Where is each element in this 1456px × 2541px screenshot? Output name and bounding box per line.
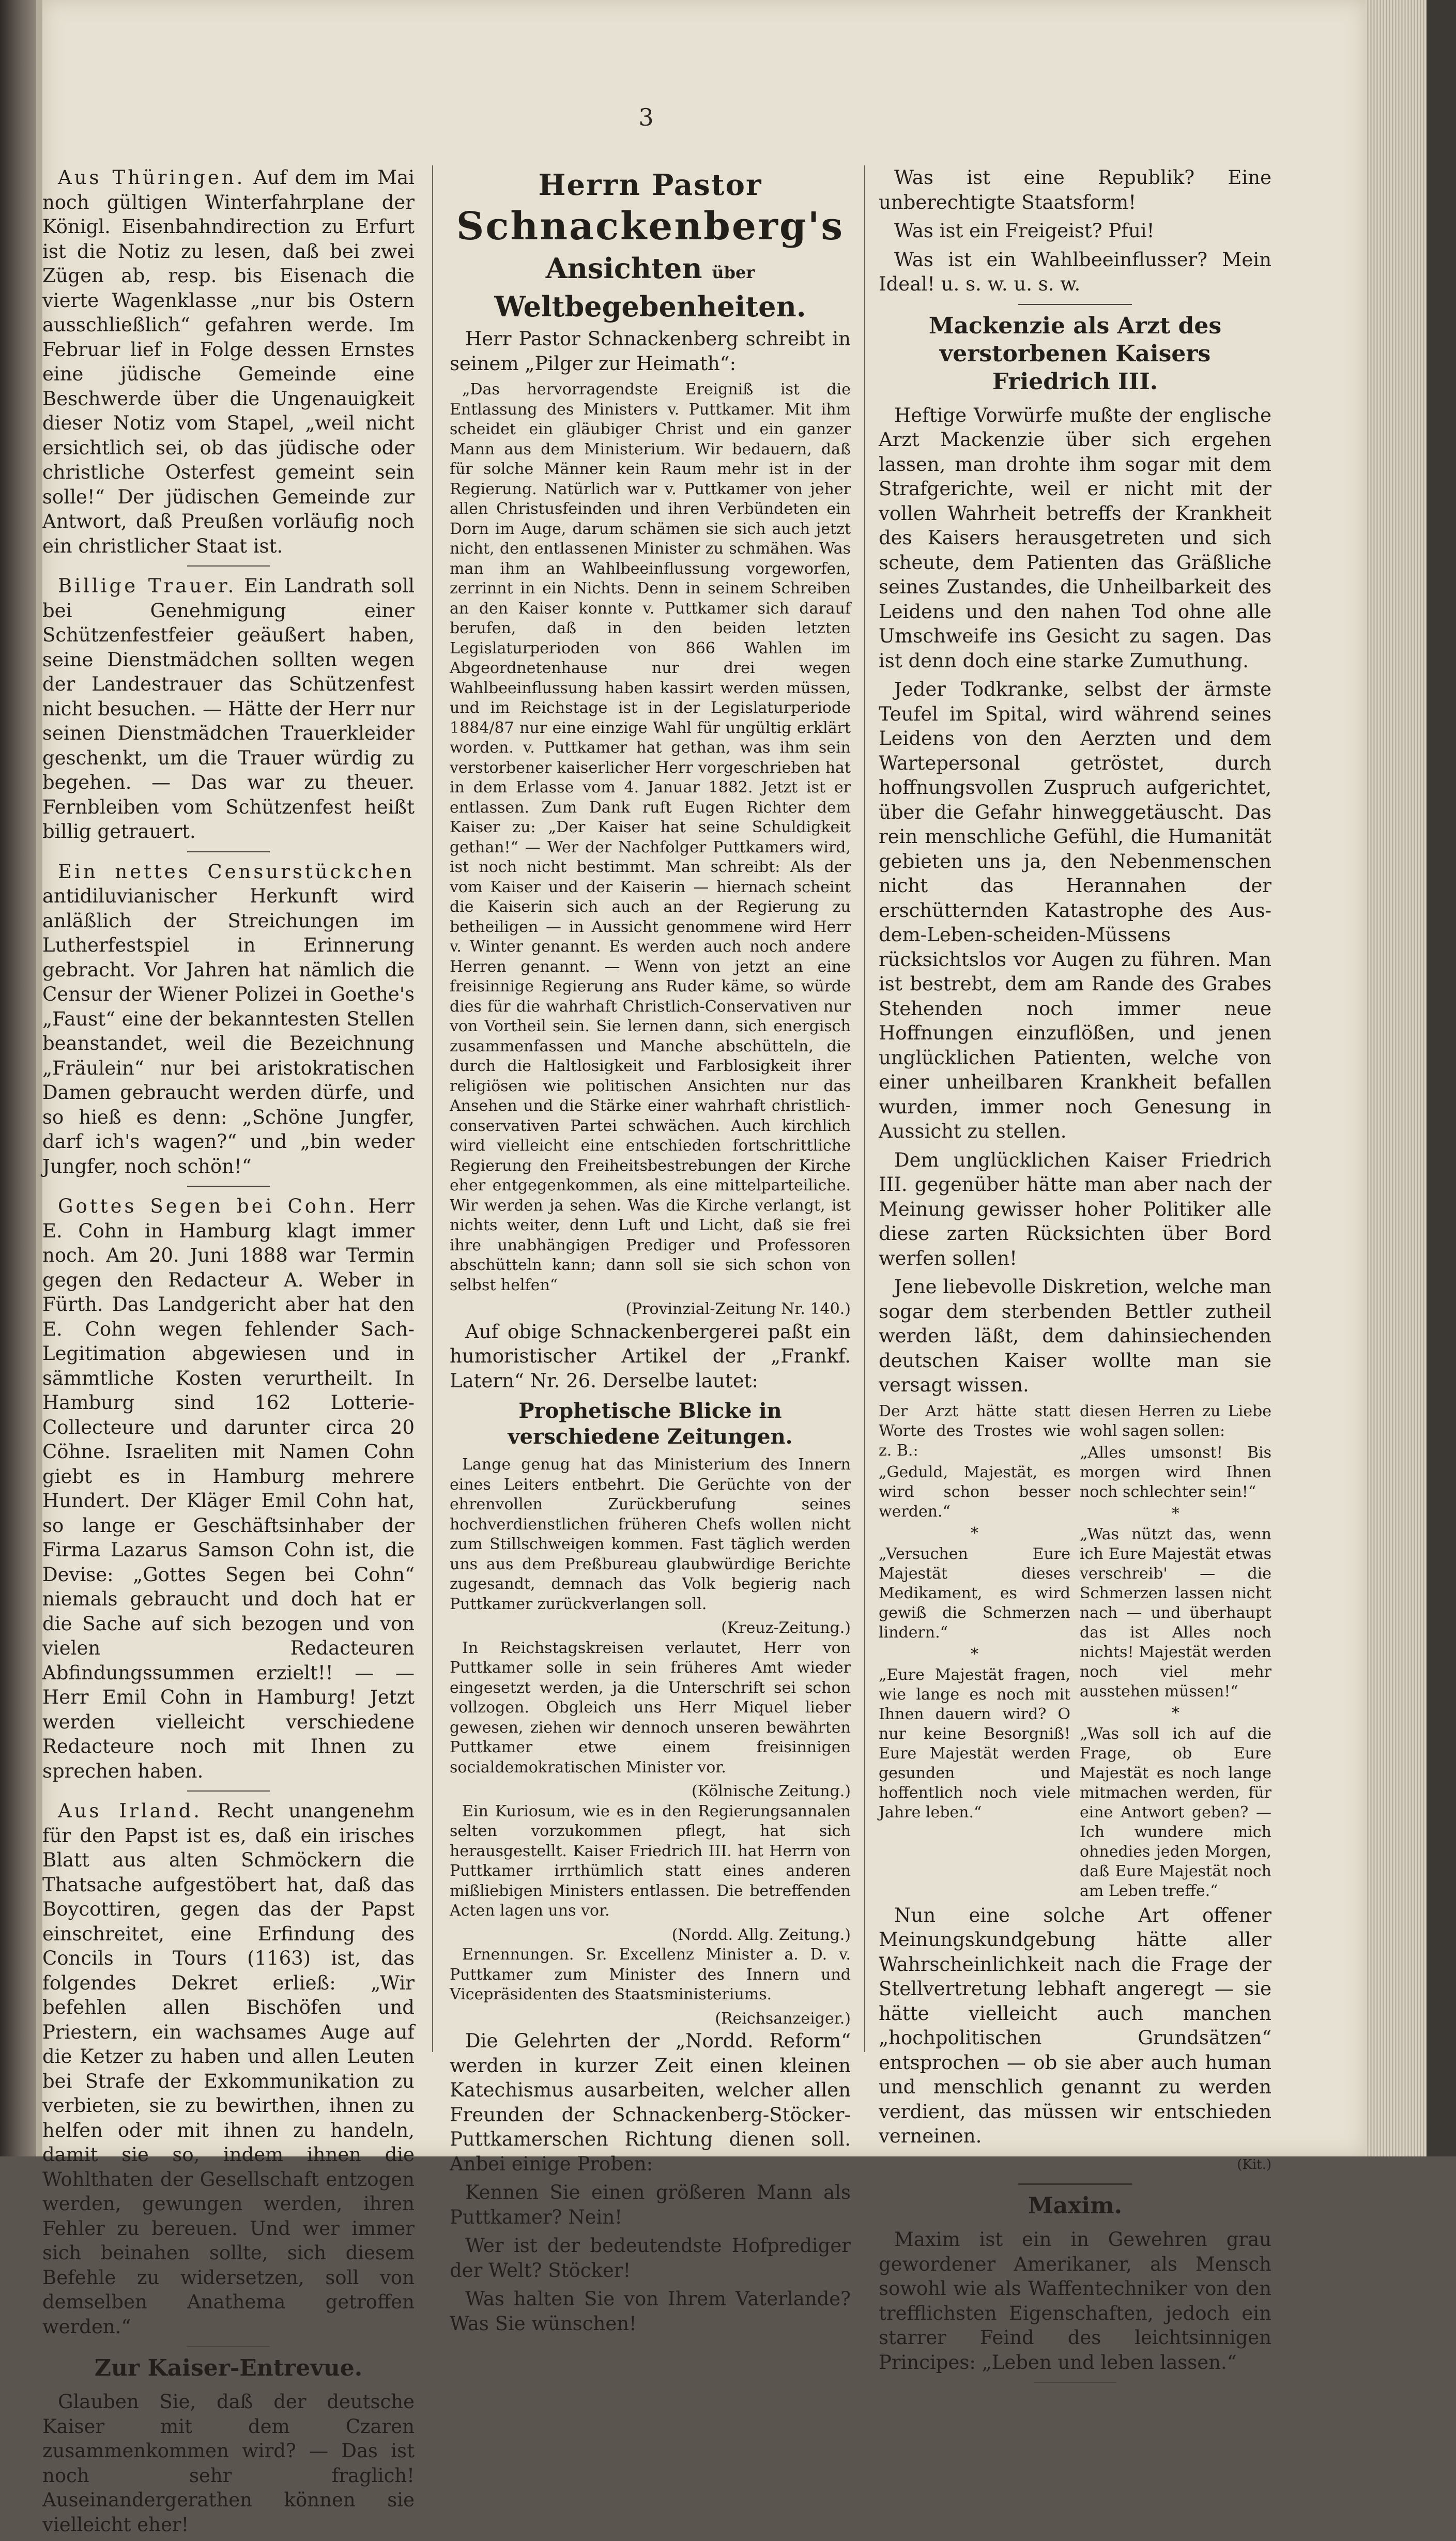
- catechism-qa: Was ist ein Wahlbeeinflusser? Mein Ideal! u. s. w. u. s. w.: [879, 248, 1271, 295]
- headline-line-2: Schnackenberg's: [456, 204, 845, 249]
- divider: [187, 1790, 270, 1792]
- article-irland: [42, 1799, 415, 2339]
- column-rule-1: [432, 165, 433, 2052]
- article-lead: Billige Trauer.: [58, 575, 237, 597]
- article-paragraph: Maxim ist ein in Gewehren grau gewordener Amerikaner, als Mensch sowohl wie als Waffentechniker von den trefflichsten Eigenschaften, jedoch ein starrer Feind des leichtsinnigen Principes: „Leben und leben lassen.“: [879, 2228, 1271, 2374]
- article-paragraph: Jeder Todkranke, selbst der ärmste Teufel im Spital, wird während seines Leidens von den Aerzten und dem Wartepersonal getröstet, durch hoffnungsvollen Zuspruch aufgerichtet, über die Gefahr hinweggetäuscht. Das rein menschliche Gefühl, die Humanität gebieten uns ja, den Nebenmenschen nicht das Herannahen der erschütternden Katastrophe des Aus-dem-Leben-scheiden-Müssens rücksichtslos vor Augen zu führen. Man ist bestrebt, dem am Rande des Grabes Stehenden noch immer neue Hoffnungen einzuflößen, und jenen unglücklichen Patienten, welche von einer unheilbaren Krankheit befallen wurden, immer noch Genesung in Aussicht zu stellen.: [879, 678, 1271, 1142]
- headline-word: Weltbegebenheiten.: [494, 290, 806, 323]
- column-left: [42, 165, 415, 2541]
- dialogue-quote: „Geduld, Majestät, es wird schon besser werden.“: [879, 1463, 1070, 1521]
- signature: (Kit.): [1237, 2156, 1271, 2172]
- quote-text: „Das hervorragendste Ereigniß ist die Entlassung des Ministers v. Puttkamer. Mit ihm scheidet ein gläubiger Christ und ein ganzer Mann aus dem Ministerium. Wir bedauern, daß für solche Männer kein Raum mehr ist in der Regierung. Natürlich war v. Puttkamer von jeher allen Christusfeinden und ihren Verbündeten ein Dorn im Auge, darum schämen sie sich auch jetzt nicht, den entlassenen Minister zu schmähen. Was man ihm an Wahlbeeinflussung vorgeworfen, zerrinnt in ein Nichts. Denn in seinem Schreiben an den Kaiser konnte v. Puttkamer sich darauf berufen, daß in den beiden letzten Legislaturperioden von 866 Wahlen im Abgeordnetenhause nur drei wegen Wahlbeeinflussung haben kassirt werden müssen, und im Reichstage ist in der Legislaturperiode 1884/87 nur eine einzige Wahl für ungültig erklärt worden. v. Puttkamer hat gethan, was ihm sein verstorbener kaiserlicher Herr vorgeschrieben hat in dem Erlasse vom 4. Januar 1882. Jetzt ist er entlassen. Zum Dank ruft Eugen Richter dem Kaiser zu: „Der Kaiser hat seine Schuldigkeit gethan!“ — Wer der Nachfolger Puttkamers wird, ist noch nicht bestimmt. Man schreibt: Als der vom Kaiser und der Kaiserin — hiernach scheint die Kaiserin sich auch an der Regierung zu betheiligen — in Aussicht genommene wird Herr v. Winter genannt. Es werden auch noch andere Herren genannt. — Wenn von jetzt an eine freisinnige Regierung ans Ruder käme, so würde dies für die wahrhaft Christlich-Conservativen nur von Vortheil sein. Sie lernen dann, sich energisch zusammenfassen und Manche abschütteln, die durch die Haltlosigkeit und Farblosigkeit ihrer religiösen wie politischen Ansichten nur das Ansehen und die Stärke einer wahrhaft christlich-conservativen Partei schwächen. Auch kirchlich wird vielleicht eine entschieden fortschrittliche Regierung den Freiheitsbestrebungen der Kirche eher entgegenkommen, als eine mittelparteiliche. Wir werden ja sehen. Was die Kirche verlangt, ist nichts weiter, denn Luft und Licht, daß sie frei ihre unabhängigen Prediger und Professoren abschütteln kann; dann soll sie sich schon von selbst helfen“: [450, 380, 851, 1294]
- article-thueringen: [42, 165, 415, 558]
- dialogue-intro: Der Arzt hätte statt Worte des Trostes wie z. B.:: [879, 1402, 1070, 1460]
- article-kaiser-entrevue: Glauben Sie, daß der deutsche Kaiser mit dem Czaren zusammenkommen wird? — Das ist noch sehr fraglich! Auseinandergerathen können sie vielleicht eher!: [42, 2391, 415, 2536]
- dialogue-quote: „Alles umsonst! Bis morgen wird Ihnen noch schlechter sein!“: [1080, 1443, 1271, 1501]
- intro-paragraph-2: Auf obige Schnackenbergerei paßt ein humoristischer Artikel der „Frankf. Latern“ Nr. 26. Derselbe lautet:: [450, 1320, 851, 1392]
- divider: [187, 1186, 270, 1187]
- source-citation: (Provinzial-Zeitung Nr. 140.): [625, 1300, 851, 1318]
- dialogue-quote: „Was nützt das, wenn ich Eure Majestät etwas verschreib' — die Schmerzen lassen nicht nach — und überhaupt das ist Alles noch nichts! Majestät werden noch viel mehr ausstehen müssen!“: [1080, 1525, 1271, 1701]
- article-lead: Aus Thüringen.: [58, 166, 246, 189]
- article-text: Herr E. Cohn in Hamburg klagt immer noch. Am 20. Juni 1888 war Termin gegen den Redacteur A. Weber in Fürth. Das Landgericht aber hat den E. Cohn wegen fehlender Sach-Legitimation abgewiesen und in sämmtliche Kosten verurtheilt. In Hamburg sind 162 Lotterie-Collecteure und darunter circa 20 Cöhne. Israeliten mit Namen Cohn giebt es in Hamburg mehrere Hundert. Der Kläger Emil Cohn hat, so lange er Geschäftsinhaber der Firma Lazarus Samson Cohn ist, die Devise: „Gottes Segen bei Cohn“ niemals gebraucht und doch hat er die Sache auf sich bezogen und von vielen Redacteuren Abfindungssummen erzielt!! — — Herr Emil Cohn in Hamburg! Jetzt werden vielleicht verschiedene Redacteure noch mit Ihnen zu sprechen haben.: [42, 1195, 415, 1782]
- dialogue-quote: „Versuchen Eure Majestät dieses Medikament, es wird gewiß die Schmerzen lindern.“: [879, 1544, 1070, 1642]
- quote-text: In Reichstagskreisen verlautet, Herr von Puttkamer solle in sein früheres Amt wieder eingesetzt werden, ja die Unterschrift sei schon vollzogen. Obgleich uns Herr Miquel lieber gewesen, ziehen wir dennoch unseren bewährten Puttkamer etwe einem freisinnigen socialdemokratischen Minister vor.: [450, 1639, 851, 1777]
- catechism-qa: Was ist eine Republik? Eine unberechtigte Staatsform!: [879, 166, 1271, 213]
- divider: [187, 851, 270, 852]
- catechism-qa: Wer ist der bedeutendste Hofprediger der Welt? Stöcker!: [450, 2234, 851, 2282]
- asterisk: *: [1172, 1504, 1179, 1523]
- divider: [1018, 2183, 1132, 2185]
- article-text: Ein Landrath soll bei Genehmigung einer Schützenfestfeier geäußert haben, seine Dienstmädchen sollten wegen der Landestrauer das Schützenfest nicht besuchen. — Hätte der Herr nur seinen Dienstmädchen Trauerkleider geschenkt, um die Trauer würdig zu begehen. — Das war zu theuer. Fernbleiben vom Schützenfest heißt billig getrauert.: [42, 575, 415, 843]
- paragraph-gelehrten: Die Gelehrten der „Nordd. Reform“ werden in kurzer Zeit einen kleinen Katechismus ausarbeiten, welcher allen Freunden der Schnackenberg-Stöcker-Puttkamerschen Richtung dienen soll. Anbei einige Proben:: [450, 2030, 851, 2175]
- divider: [187, 565, 270, 567]
- column-middle: [450, 165, 851, 2340]
- dialogue-left: [879, 1402, 1070, 1903]
- article-cohn: [42, 1194, 415, 1783]
- dialogue-quote: „Eure Majestät fragen, wie lange es noch mit Ihnen dauern wird? O nur keine Besorgniß! Eure Majestät werden gesunden und hoffentlich noch viele Jahre leben.“: [879, 1665, 1070, 1821]
- article-text: Recht unangenehm für den Papst ist es, daß ein irisches Blatt aus alten Schmöckern die Thatsache aufgestöbert hat, daß das Boycottiren, gegen das der Papst einschreitet, eine Erfindung des Concils in Tours (1163) ist, das folgendes Dekret erließ: „Wir befehlen allen Bischöfen und Priestern, ein wachsames Auge auf die Ketzer zu haben und allen Leuten bei Strafe der Exkommunikation zu verbieten, sie zu bewirthen, ihnen zu helfen oder mit ihnen zu handeln, damit sie so, indem ihnen die Wohlthaten der Gesellschaft entzogen werden, gewungen werden, ihren Fehler zu bereuen. Und wer immer sich beinahen sollte, sich diesem Befehle zu widersetzen, soll von demselben Anathema getroffen werden.“: [42, 1800, 415, 2338]
- intro-paragraph: Herr Pastor Schnackenberg schreibt in seinem „Pilger zur Heimath“:: [450, 328, 851, 375]
- article-lead: Ein nettes Censurstückchen: [58, 860, 415, 883]
- article-text: Auf dem im Mai noch gültigen Winterfahrplane der Königl. Eisenbahndirection zu Erfurt ist die Notiz zu lesen, daß bei zwei Zügen ab, resp. bis Eisenach die vierte Wagenklasse „nur bis Ostern ausschließlich“ gefahren werde. Im Februar lief in Folge dessen Ernstes eine jüdische Gemeinde eine Beschwerde über die Ungenauigkeit dieser Notiz vom Stapel, „weil nicht ersichtlich sei, ob das jüdische oder christliche Osterfest gemeint sein solle!“ Der jüdischen Gemeinde zur Antwort, daß Preußen vorläufig noch ein christlicher Staat ist.: [42, 166, 415, 557]
- source-citation: (Kölnische Zeitung.): [691, 1782, 851, 1800]
- subheading-prophetische-blicke: Prophetische Blicke in verschiedene Zeitungen.: [508, 1399, 793, 1449]
- headline-line-1: Herrn Pastor: [538, 168, 762, 202]
- asterisk: *: [1172, 1704, 1179, 1722]
- heading-maxim: Maxim.: [1028, 2193, 1123, 2219]
- headline-line-3: [450, 251, 851, 324]
- divider: [1018, 304, 1132, 305]
- catechism-qa: Was ist ein Freigeist? Pfui!: [894, 220, 1155, 242]
- article-billige-trauer: [42, 574, 415, 844]
- divider: [1034, 2382, 1116, 2383]
- quote-text: Ernennungen. Sr. Excellenz Minister a. D. v. Puttkamer zum Minister des Innern und Vicepräsidenten des Staatsministeriums.: [450, 1946, 851, 2003]
- headline-word-small: über: [712, 263, 755, 282]
- page-number: 3: [638, 103, 654, 131]
- heading-kaiser-entrevue: Zur Kaiser-Entrevue.: [94, 2355, 363, 2381]
- quote-text: Lange genug hat das Ministerium des Innern eines Leiters entbehrt. Die Gerüchte von der ehrenvollen Zurückberufung seines hochverdienstlichen früheren Chefs wollen nicht zum Stillschweigen kommen. Fast täglich werden uns aus dem Preßbureau glaubwürdige Berichte zugesandt, demnach das Volk begierig nach Puttkamer zurückverlangen soll.: [450, 1456, 851, 1613]
- divider: [187, 2346, 270, 2347]
- background-right: [1427, 0, 1456, 2156]
- page-gutter: [36, 0, 42, 2156]
- column-rule-2: [864, 165, 865, 2052]
- dialogue-columns: [879, 1402, 1271, 1903]
- article-paragraph: Heftige Vorwürfe mußte der englische Arzt Mackenzie über sich ergehen lassen, man drohte ihm sogar mit dem Strafgerichte, weil er nicht mit der vollen Wahrheit betreffs der Krankheit des Kaisers herausgetreten und sich scheute, dem Patienten das Gräßliche seines Zustandes, die Unheilbarkeit des Leidens und den nahen Tod ohne alle Umschweife ins Gesicht zu sagen. Das ist denn doch eine starke Zumuthung.: [879, 404, 1271, 672]
- source-citation: (Nordd. Allg. Zeitung.): [671, 1925, 851, 1944]
- article-lead: Aus Irland.: [58, 1800, 203, 1822]
- asterisk: *: [971, 1524, 978, 1542]
- dialogue-intro: diesen Herren zu Liebe wohl sagen sollen:: [1080, 1402, 1271, 1440]
- article-censur: [42, 860, 415, 1179]
- book-spine: [0, 0, 36, 2156]
- headline-word: Ansichten: [545, 252, 702, 285]
- dialogue-quote: „Was soll ich auf die Frage, ob Eure Majestät es noch lange mitmachen werden, für eine Antwort geben? — Ich wundere mich ohnedies jeden Morgen, daß Eure Majestät noch am Leben treffe.“: [1080, 1724, 1271, 1900]
- asterisk: *: [971, 1645, 978, 1663]
- catechism-qa: Kennen Sie einen größeren Mann als Puttkamer? Nein!: [450, 2181, 851, 2228]
- article-paragraph: Dem unglücklichen Kaiser Friedrich III. gegenüber hätte man aber nach der Meinung gewisser hoher Politiker alle diese zarten Rücksichten über Bord werfen sollen!: [879, 1149, 1271, 1269]
- catechism-qa: Was halten Sie von Ihrem Vaterlande? Was Sie wünschen!: [450, 2288, 851, 2335]
- article-text: antidiluvianischer Herkunft wird anläßlich der Streichungen im Lutherfestspiel in Erinnerung gebracht. Vor Jahren hat nämlich die Censur der Wiener Polizei in Goethe's „Faust“ eine der bekanntesten Stellen beanstandet, weil die Bezeichnung „Fräulein“ nur bei aristokratischen Damen gebraucht werden dürfe, und so hieß es denn: „Schöne Jungfer, darf ich's wagen?“ und „bin weder Jungfer, noch schön!“: [42, 885, 415, 1177]
- source-citation: (Kreuz-Zeitung.): [721, 1619, 851, 1637]
- article-paragraph: Nun eine solche Art offener Meinungskundgebung hätte aller Wahrscheinlichkeit nach die Frage der Stellvertretung lebhaft angeregt — sie hätte vielleicht auch manchen „hochpolitischen Grundsätzen“ entsprochen — ob sie aber auch human und menschlich genannt zu werden verdient, das müssen wir entschieden verneinen.: [879, 1904, 1271, 2147]
- article-paragraph: Jene liebevolle Diskretion, welche man sogar dem sterbenden Bettler zutheil werden läßt, dem dahinsiechenden deutschen Kaiser wollte man sie versagt wissen.: [879, 1276, 1271, 1396]
- source-citation: (Reichsanzeiger.): [715, 2009, 851, 2028]
- quote-block: [450, 380, 851, 1320]
- column-right: [879, 165, 1271, 2390]
- quote-text: Ein Kuriosum, wie es in den Regierungsannalen selten vorzukommen pflegt, hat sich herausgestellt. Kaiser Friedrich III. hat Herrn von Puttkamer irrthümlich statt eines anderen mißliebigen Ministers entlassen. Die betreffenden Acten lagen uns vor.: [450, 1802, 851, 1920]
- article-lead: Gottes Segen bei Cohn.: [58, 1195, 358, 1217]
- quote-block: [450, 1455, 851, 2029]
- dialogue-right: [1080, 1402, 1271, 1903]
- heading-mackenzie: Mackenzie als Arzt des verstorbenen Kaisers Friedrich III.: [928, 312, 1222, 395]
